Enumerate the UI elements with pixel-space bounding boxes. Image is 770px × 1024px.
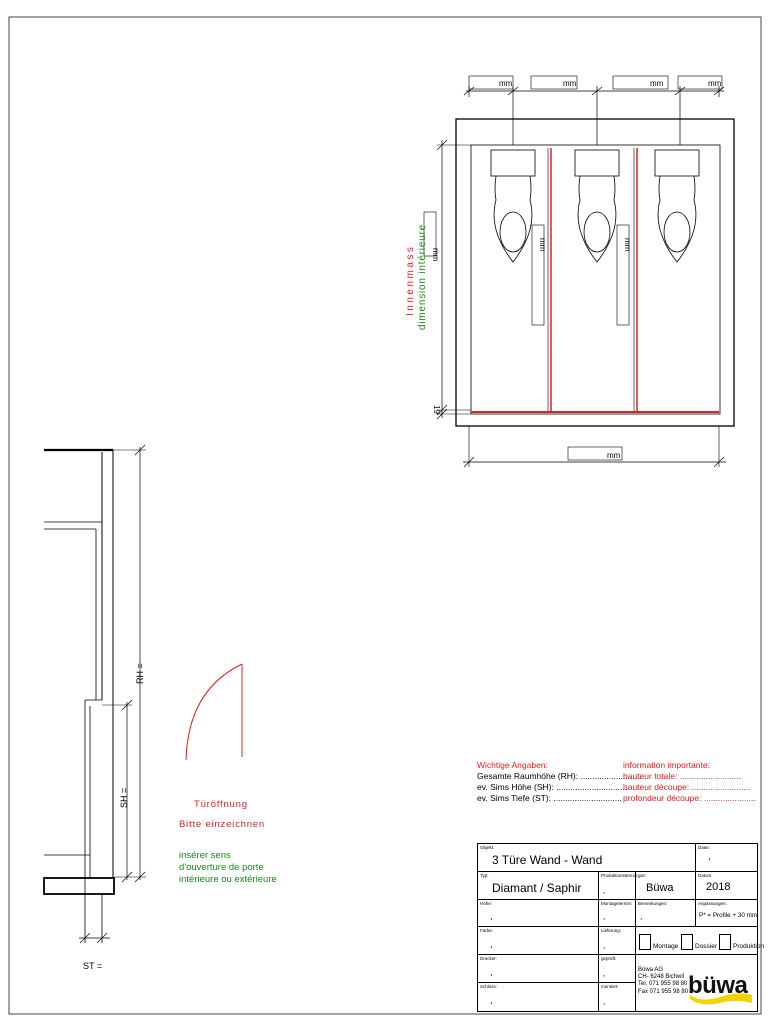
farbe-value: , bbox=[490, 939, 493, 949]
cell-gez bbox=[636, 872, 696, 900]
cell-datei bbox=[696, 844, 757, 872]
important-fr-line-2: hauteur découpe: ......................... bbox=[623, 782, 751, 792]
important-fr-line-1: hauteur totale: .......................... bbox=[623, 771, 742, 781]
company-line-2: CH- 6248 Bichwil bbox=[638, 974, 685, 981]
important-de-line-1: Gesamte Raumhöhe (RH): ........................... bbox=[477, 771, 645, 781]
logo-text: büwa bbox=[688, 972, 748, 999]
montage-checkbox[interactable] bbox=[639, 934, 651, 950]
cell-produktionstermin bbox=[599, 872, 639, 900]
dim-cubicle-2: mm bbox=[623, 238, 632, 252]
important-de bbox=[477, 760, 644, 804]
datei-label: Datei: bbox=[698, 845, 710, 850]
lieferung-label: Lieferung: bbox=[601, 928, 622, 933]
innenmass-label: Innenmass bbox=[405, 244, 416, 316]
dim-top-4: mm bbox=[708, 79, 722, 88]
dim-cubicle-1: mm bbox=[538, 238, 547, 252]
objekt-value: 3 Türe Wand - Wand bbox=[492, 853, 603, 867]
cell-druecker bbox=[478, 955, 599, 983]
produktionstermin-label: Produktionstermin: bbox=[601, 873, 639, 878]
cell-objekt bbox=[478, 844, 696, 872]
dimension-interieure-label: dimension intérieure bbox=[417, 223, 428, 330]
company-line-4: Fax 071 955 98 80 bbox=[638, 988, 689, 995]
buewa-logo bbox=[686, 959, 754, 1005]
door-swing-symbol bbox=[186, 664, 242, 760]
important-de-line-3: ev. Sims Tiefe (ST): ............................. bbox=[477, 793, 622, 803]
schloss-value: , bbox=[490, 995, 493, 1005]
cell-anpassungen bbox=[696, 900, 757, 927]
toilet-1 bbox=[491, 150, 535, 262]
plan-view bbox=[424, 76, 734, 467]
typ-value: Diamant / Saphir bbox=[492, 881, 582, 895]
cell-checkboxes bbox=[636, 927, 765, 955]
important-fr-line-3: profondeur découpe: ...................... bbox=[623, 793, 756, 803]
farbe-label: Farbe: bbox=[480, 928, 494, 933]
typ-label: Typ: bbox=[480, 873, 489, 878]
cell-datum bbox=[696, 872, 757, 900]
dim-19: 19 bbox=[432, 405, 441, 414]
montage-label: Montage bbox=[653, 943, 679, 950]
montagetermin-label: Montagetermin: bbox=[601, 901, 633, 906]
important-fr bbox=[623, 760, 756, 804]
montagetermin-value: , bbox=[603, 912, 606, 921]
dim-top-1: mm bbox=[499, 79, 513, 88]
montiert-value: , bbox=[603, 997, 606, 1006]
datum-value: 2018 bbox=[706, 881, 731, 893]
produktion-checkbox[interactable] bbox=[719, 934, 731, 950]
dossier-checkbox[interactable] bbox=[681, 934, 693, 950]
door-note-fr-1: insérer sens bbox=[179, 850, 231, 861]
dim-top-2: mm bbox=[563, 79, 577, 88]
title-block bbox=[477, 843, 765, 1012]
hoehe-value: , bbox=[490, 911, 493, 921]
dim-top-3: mm bbox=[650, 79, 664, 88]
bemerkungen-value: , bbox=[640, 912, 643, 921]
cell-company bbox=[636, 955, 757, 1011]
objekt-label: Objekt: bbox=[480, 845, 495, 850]
toilet-2 bbox=[575, 150, 619, 262]
anpassungen-label: Anpassungen: bbox=[698, 901, 727, 906]
important-de-title: Wichtige Angaben: bbox=[477, 760, 548, 770]
lieferung-value: , bbox=[603, 941, 606, 950]
datei-value: , bbox=[708, 851, 711, 861]
plan-inner-room bbox=[471, 145, 720, 414]
plan-outer-wall bbox=[456, 119, 734, 426]
important-de-line-2: ev. Sims Höhe (SH): .............................. bbox=[477, 782, 628, 792]
cell-lieferung bbox=[599, 927, 636, 955]
cell-montagetermin bbox=[599, 900, 636, 927]
toilet-3 bbox=[655, 150, 699, 262]
cell-montiert bbox=[599, 983, 636, 1011]
geprueft-label: geprüft: bbox=[601, 956, 617, 961]
datum-label: Datum: bbox=[698, 873, 713, 878]
druecker-value: , bbox=[490, 967, 493, 977]
dim-bottom: mm bbox=[607, 451, 621, 460]
st-label: ST = bbox=[83, 961, 103, 971]
cell-bemerkungen bbox=[636, 900, 696, 927]
cell-geprueft bbox=[599, 955, 636, 983]
dossier-label: Dossier bbox=[695, 943, 718, 950]
hoehe-label: Höhe: bbox=[480, 901, 493, 906]
anpassungen-value: P* = Profile + 30 mm bbox=[699, 912, 758, 919]
druecker-label: Drücker: bbox=[480, 956, 498, 961]
cell-farbe bbox=[478, 927, 599, 955]
company-line-3: Tel. 071 955 98 80 bbox=[638, 981, 688, 988]
cell-typ bbox=[478, 872, 599, 900]
cell-hoehe bbox=[478, 900, 599, 927]
produktion-label: Produktion bbox=[733, 943, 765, 950]
section-view bbox=[44, 445, 146, 943]
montiert-label: montiert: bbox=[601, 984, 619, 989]
door-note-line-1: Türöffnung bbox=[194, 799, 248, 810]
rh-label: RH = bbox=[135, 663, 145, 684]
gez-value: Büwa bbox=[646, 882, 674, 894]
door-note-fr-2: d'ouverture de porte bbox=[179, 862, 264, 873]
company-line-1: Büwa AG bbox=[638, 967, 664, 973]
door-note-fr-3: intérieure ou extérieure bbox=[179, 874, 277, 885]
cell-schloss bbox=[478, 983, 599, 1011]
produktionstermin-value: , bbox=[603, 886, 606, 895]
bemerkungen-label: Bemerkungen: bbox=[638, 901, 668, 906]
important-fr-title: information importante: bbox=[623, 760, 710, 770]
schloss-label: Schloss: bbox=[480, 984, 498, 989]
door-note-line-2: Bitte einzeichnen bbox=[179, 819, 265, 830]
door-note-fr bbox=[179, 850, 277, 886]
dim-left: mm bbox=[431, 248, 440, 262]
company-address bbox=[638, 967, 688, 996]
door-note bbox=[179, 795, 265, 835]
geprueft-value: , bbox=[603, 969, 606, 978]
gez-label: gez: bbox=[638, 873, 647, 878]
sh-label: SH = bbox=[119, 787, 129, 808]
